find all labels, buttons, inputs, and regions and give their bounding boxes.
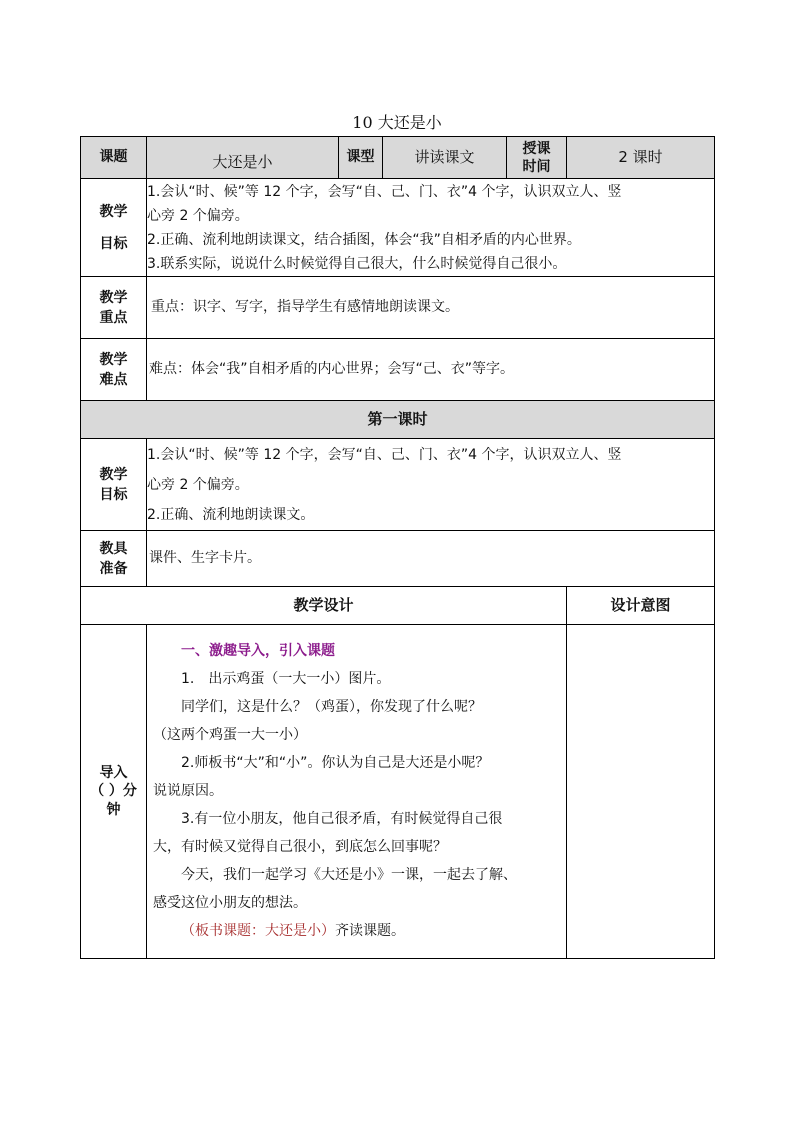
- goal-line-2: 心旁 2 个偏旁。: [147, 207, 249, 224]
- goals-row: [81, 179, 715, 277]
- time-value: 2 课时: [567, 137, 715, 179]
- difficulties-label: [81, 339, 147, 401]
- goals-label: [81, 179, 147, 277]
- time-label-line1: 授课: [522, 140, 551, 157]
- difficulties-label-line2: 难点: [99, 371, 128, 388]
- goal-line-1: 1.会认“时、候”等 12 个字，会写“自、己、门、衣”4 个字，认识双立人、竖: [147, 183, 622, 200]
- intro-para-8: 今天，我们一起学习《大还是小》一课，一起去了解、: [181, 867, 517, 883]
- first-lesson-heading: 第一课时: [81, 401, 715, 439]
- intro-label: [81, 625, 147, 959]
- intro-para-10: [153, 917, 560, 945]
- board-title-note: （板书课题：大还是小）: [181, 923, 335, 939]
- time-label: [507, 137, 567, 179]
- first-lesson-goals-label-line1: 教学: [99, 466, 128, 483]
- design-heading-row: [81, 587, 715, 625]
- key-points-text: 重点：识字、写字，指导学生有感情地朗读课文。: [147, 277, 715, 339]
- intro-design-content: [147, 625, 567, 959]
- intro-para-6: 3.有一位小朋友，他自己很矛盾，有时候觉得自己很: [181, 811, 503, 827]
- goal-line-4: 3.联系实际，说说什么时候觉得自己很大，什么时候觉得自己很小。: [147, 255, 567, 272]
- tools-row: [81, 531, 715, 587]
- intro-para-1: 1. 出示鸡蛋（一大一小）图片。: [181, 671, 391, 687]
- type-value: 讲读课文: [383, 137, 507, 179]
- header-row: [81, 137, 715, 179]
- goals-label-line2: 目标: [99, 235, 128, 252]
- intent-heading: 设计意图: [567, 587, 715, 625]
- tools-label-line2: 准备: [99, 560, 128, 577]
- intro-label-line2: （ ）分: [90, 783, 137, 800]
- topic-value: 大还是小: [147, 137, 339, 179]
- intro-label-line1: 导入: [99, 765, 128, 782]
- first-lesson-goals-content: [147, 439, 715, 531]
- document-title: 10 大还是小: [352, 113, 442, 132]
- time-label-line2: 时间: [522, 158, 551, 175]
- first-lesson-goals-row: [81, 439, 715, 531]
- first-lesson-goals-label-line2: 目标: [99, 486, 128, 503]
- difficulties-label-line1: 教学: [99, 351, 128, 368]
- goals-label-line1: 教学: [99, 203, 128, 220]
- difficulties-text: 难点：体会“我”自相矛盾的内心世界；会写“己、衣”等字。: [147, 339, 715, 401]
- intro-row: [81, 625, 715, 959]
- key-points-label-line1: 教学: [99, 289, 128, 306]
- first-goal-line-2: 心旁 2 个偏旁。: [147, 476, 249, 493]
- intro-intent-cell: [567, 625, 715, 959]
- tools-label-line1: 教具: [99, 540, 128, 557]
- intro-para-2: 同学们，这是什么？（鸡蛋），你发现了什么呢？: [181, 699, 482, 715]
- key-points-label-line2: 重点: [99, 309, 128, 326]
- first-lesson-goals-label: [81, 439, 147, 531]
- intro-para-9: 感受这位小朋友的想法。: [153, 895, 307, 911]
- intro-para-5: 说说原因。: [153, 783, 223, 799]
- goal-line-3: 2.正确、流利地朗读课文，结合插图，体会“我”自相矛盾的内心世界。: [147, 231, 581, 248]
- intro-label-line3: 钟: [106, 801, 121, 818]
- first-lesson-heading-row: [81, 401, 715, 439]
- first-goal-line-3: 2.正确、流利地朗读课文。: [147, 506, 315, 523]
- tools-text: 课件、生字卡片。: [147, 531, 715, 587]
- tools-label: [81, 531, 147, 587]
- first-goal-line-1: 1.会认“时、候”等 12 个字，会写“自、己、门、衣”4 个字，认识双立人、竖: [147, 446, 622, 463]
- design-heading: 教学设计: [81, 587, 567, 625]
- key-points-row: [81, 277, 715, 339]
- key-points-label: [81, 277, 147, 339]
- lesson-plan-table: [80, 136, 715, 959]
- read-title-text: 齐读课题。: [335, 923, 405, 939]
- intro-para-4: 2.师板书“大”和“小”。你认为自己是大还是小呢？: [181, 755, 490, 771]
- difficulties-row: [81, 339, 715, 401]
- intro-para-7: 大，有时候又觉得自己很小，到底怎么回事呢？: [153, 839, 447, 855]
- intro-para-3: （这两个鸡蛋一大一小）: [153, 727, 307, 743]
- goals-content: [147, 179, 715, 277]
- topic-label: 课题: [81, 137, 147, 179]
- type-label: 课型: [339, 137, 383, 179]
- intro-section-title: 一、激趣导入，引入课题: [181, 643, 335, 659]
